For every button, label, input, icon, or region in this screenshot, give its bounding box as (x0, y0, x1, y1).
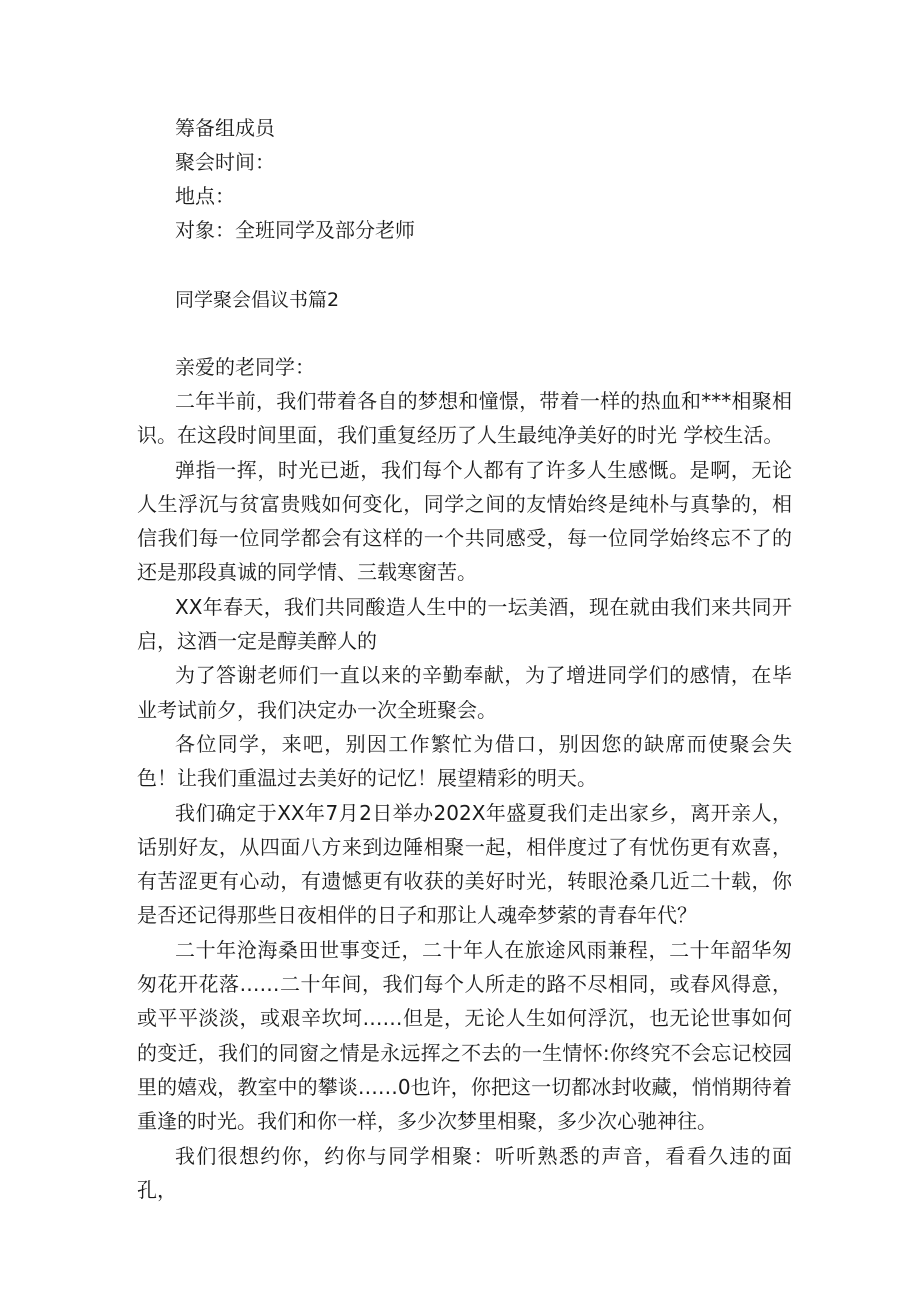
paragraph: 各位同学，来吧，别因工作繁忙为借口，别因您的缺席而使聚会失色！让我们重温过去美好的记忆！展望精彩的明天。 (137, 731, 792, 791)
meeting-time-line: 聚会时间： (175, 150, 275, 174)
paragraph: XX年春天，我们共同酸造人生中的一坛美酒，现在就由我们来共同开启，这酒一定是醇美醉人的 (137, 594, 792, 654)
organizers-line: 筹备组成员 (175, 116, 275, 140)
audience-line: 对象：全班同学及部分老师 (175, 218, 415, 242)
paragraph: 为了答谢老师们一直以来的辛勤奉献，为了增进同学们的感情，在毕业考试前夕，我们决定办一次全班聚会。 (137, 663, 792, 722)
paragraph: 我们确定于XX年7月2日举办202X年盛夏我们走出家乡，离开亲人，话别好友，从四面八方来到边陲相聚一起，相伴度过了有忧伤更有欢喜，有苦涩更有心动，有遗憾更有收获的美好时光，转眼沧桑几近二十载，你是否还记得那些日夜相伴的日子和那让人魂牵梦萦的青春年代？ (137, 800, 792, 928)
letter-body (137, 384, 792, 1207)
location-line: 地点： (175, 184, 235, 208)
paragraph: 弹指一挥，时光已逝，我们每个人都有了许多人生感慨。是啊，无论人生浮沉与贫富贵贱如何变化，同学之间的友情始终是纯朴与真挚的，相信我们每一位同学都会有这样的一个共同感受，每一位同学始终忘不了的还是那段真诚的同学情、三载寒窗苦。 (137, 457, 792, 585)
paragraph: 二十年沧海桑田世事变迁，二十年人在旅途风雨兼程，二十年韶华匆匆花开花落……二十年间，我们每个人所走的路不尽相同，或春风得意，或平平淡淡，或艰辛坎坷……但是，无论人生如何浮沉，也无论世事如何的变迁，我们的同窗之情是永远挥之不去的一生情怀:你终究不会忘记校园里的嬉戏，教室中的攀谈……0也许，你把这一切都冰封收藏，悄悄期待着重逢的时光。我们和你一样，多少次梦里相聚，多少次心驰神往。 (137, 937, 792, 1134)
section-title: 同学聚会倡议书篇2 (175, 289, 340, 311)
paragraph: 二年半前，我们带着各自的梦想和憧憬，带着一样的热血和***相聚相识。在这段时间里面，我们重复经历了人生最纯净美好的时光 学校生活。 (137, 389, 792, 448)
salutation: 亲爱的老同学： (175, 355, 315, 379)
paragraph: 我们很想约你，约你与同学相聚：听听熟悉的声音，看看久违的面孔， (137, 1143, 792, 1202)
